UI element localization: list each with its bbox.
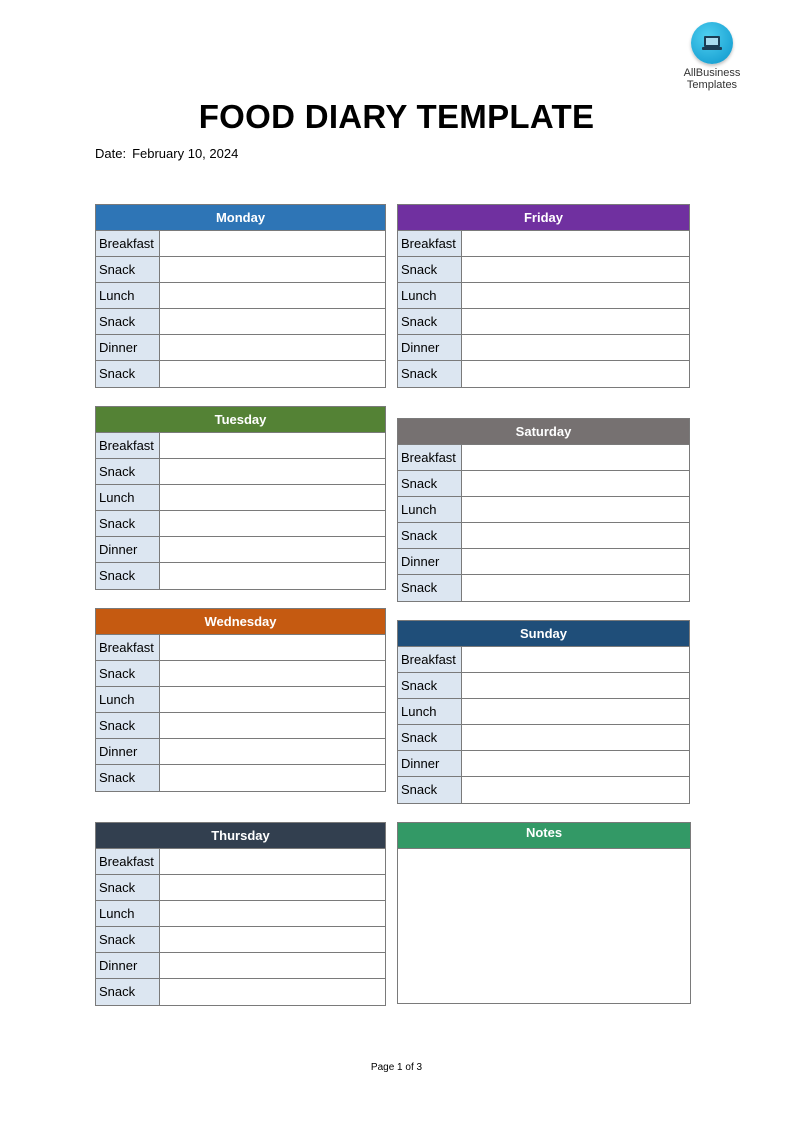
meal-entry-cell[interactable] xyxy=(462,725,689,750)
laptop-icon xyxy=(691,22,733,64)
meal-entry-cell[interactable] xyxy=(160,283,385,308)
meal-entry-cell[interactable] xyxy=(160,511,385,536)
meal-entry-cell[interactable] xyxy=(462,445,689,470)
meal-entry-cell[interactable] xyxy=(462,497,689,522)
meal-row xyxy=(96,459,385,485)
meal-label: Snack xyxy=(96,563,160,589)
meal-row xyxy=(398,777,689,803)
meal-entry-cell[interactable] xyxy=(160,485,385,510)
meal-label: Dinner xyxy=(96,739,160,764)
meal-row xyxy=(96,635,385,661)
meal-entry-cell[interactable] xyxy=(462,647,689,672)
day-header: Tuesday xyxy=(96,407,385,433)
day-header: Friday xyxy=(398,205,689,231)
meal-row xyxy=(96,661,385,687)
meal-label: Snack xyxy=(398,361,462,387)
meal-label: Dinner xyxy=(96,953,160,978)
meal-label: Snack xyxy=(96,511,160,536)
meal-entry-cell[interactable] xyxy=(160,433,385,458)
meal-row xyxy=(96,433,385,459)
meal-label: Snack xyxy=(398,777,462,803)
meal-entry-cell[interactable] xyxy=(160,661,385,686)
meal-label: Snack xyxy=(96,361,160,387)
meal-row xyxy=(96,563,385,589)
day-table-friday xyxy=(397,204,690,388)
meal-label: Lunch xyxy=(398,699,462,724)
company-logo xyxy=(672,22,752,91)
meal-row xyxy=(398,523,689,549)
meal-label: Dinner xyxy=(96,335,160,360)
meal-row xyxy=(96,335,385,361)
day-table-tuesday xyxy=(95,406,386,590)
meal-label: Lunch xyxy=(398,497,462,522)
meal-label: Dinner xyxy=(398,549,462,574)
meal-row xyxy=(96,765,385,791)
meal-row xyxy=(398,309,689,335)
meal-entry-cell[interactable] xyxy=(462,309,689,334)
meal-entry-cell[interactable] xyxy=(160,635,385,660)
meal-entry-cell[interactable] xyxy=(160,687,385,712)
meal-entry-cell[interactable] xyxy=(160,849,385,874)
meal-label: Snack xyxy=(398,257,462,282)
meal-row xyxy=(398,575,689,601)
meal-row xyxy=(96,849,385,875)
meal-row xyxy=(398,471,689,497)
meal-label: Dinner xyxy=(96,537,160,562)
meal-entry-cell[interactable] xyxy=(462,777,689,803)
meal-label: Lunch xyxy=(398,283,462,308)
meal-entry-cell[interactable] xyxy=(462,361,689,387)
meal-entry-cell[interactable] xyxy=(462,335,689,360)
meal-label: Breakfast xyxy=(398,231,462,256)
meal-entry-cell[interactable] xyxy=(462,549,689,574)
meal-label: Snack xyxy=(398,673,462,698)
meal-entry-cell[interactable] xyxy=(160,231,385,256)
notes-area[interactable] xyxy=(398,849,690,1004)
meal-label: Snack xyxy=(96,309,160,334)
day-table-wednesday xyxy=(95,608,386,792)
meal-entry-cell[interactable] xyxy=(462,471,689,496)
meal-label: Breakfast xyxy=(96,231,160,256)
meal-label: Breakfast xyxy=(96,849,160,874)
meal-row xyxy=(398,361,689,387)
meal-entry-cell[interactable] xyxy=(160,459,385,484)
meal-entry-cell[interactable] xyxy=(160,309,385,334)
notes-header: Notes xyxy=(398,823,690,849)
meal-label: Lunch xyxy=(96,901,160,926)
meal-row xyxy=(398,335,689,361)
meal-label: Snack xyxy=(96,459,160,484)
meal-row xyxy=(398,725,689,751)
logo-line-2: Templates xyxy=(686,79,738,91)
meal-entry-cell[interactable] xyxy=(160,335,385,360)
meal-label: Snack xyxy=(398,575,462,601)
logo-line-1: AllBusiness xyxy=(683,67,741,79)
meal-row xyxy=(96,231,385,257)
meal-label: Snack xyxy=(96,765,160,791)
meal-entry-cell[interactable] xyxy=(462,523,689,548)
meal-entry-cell[interactable] xyxy=(462,699,689,724)
meal-row xyxy=(398,231,689,257)
meal-label: Snack xyxy=(398,725,462,750)
meal-label: Snack xyxy=(96,875,160,900)
meal-label: Snack xyxy=(96,927,160,952)
day-table-monday xyxy=(95,204,386,388)
day-header: Monday xyxy=(96,205,385,231)
meal-row xyxy=(96,283,385,309)
meal-entry-cell[interactable] xyxy=(462,231,689,256)
meal-label: Snack xyxy=(398,309,462,334)
meal-entry-cell[interactable] xyxy=(160,901,385,926)
meal-label: Breakfast xyxy=(398,647,462,672)
meal-row xyxy=(96,875,385,901)
meal-row xyxy=(398,549,689,575)
meal-entry-cell[interactable] xyxy=(160,979,385,1005)
meal-row xyxy=(96,927,385,953)
meal-entry-cell[interactable] xyxy=(160,739,385,764)
meal-row xyxy=(96,511,385,537)
day-header: Sunday xyxy=(398,621,689,647)
meal-entry-cell[interactable] xyxy=(462,283,689,308)
meal-entry-cell[interactable] xyxy=(462,751,689,776)
meal-row xyxy=(96,485,385,511)
meal-label: Snack xyxy=(398,471,462,496)
meal-entry-cell[interactable] xyxy=(160,927,385,952)
meal-label: Snack xyxy=(96,661,160,686)
meal-row xyxy=(96,361,385,387)
meal-label: Snack xyxy=(96,713,160,738)
logo-text xyxy=(672,67,752,91)
day-table-thursday xyxy=(95,822,386,1006)
day-header: Saturday xyxy=(398,419,689,445)
meal-row xyxy=(398,699,689,725)
meal-entry-cell[interactable] xyxy=(160,257,385,282)
meal-label: Breakfast xyxy=(96,433,160,458)
meal-row xyxy=(398,283,689,309)
meal-label: Lunch xyxy=(96,485,160,510)
page-number: Page 1 of 3 xyxy=(370,1062,423,1073)
day-table-saturday xyxy=(397,418,690,602)
meal-row xyxy=(96,953,385,979)
day-table-sunday xyxy=(397,620,690,804)
meal-row xyxy=(96,979,385,1005)
day-header: Wednesday xyxy=(96,609,385,635)
meal-row xyxy=(398,751,689,777)
meal-label: Dinner xyxy=(398,335,462,360)
meal-row xyxy=(96,257,385,283)
meal-entry-cell[interactable] xyxy=(462,575,689,601)
meal-row xyxy=(96,537,385,563)
meal-row xyxy=(96,687,385,713)
meal-entry-cell[interactable] xyxy=(160,953,385,978)
meal-label: Lunch xyxy=(96,687,160,712)
meal-row xyxy=(96,739,385,765)
meal-entry-cell[interactable] xyxy=(160,875,385,900)
meal-row xyxy=(96,309,385,335)
meal-entry-cell[interactable] xyxy=(160,563,385,589)
meal-label: Breakfast xyxy=(96,635,160,660)
meal-entry-cell[interactable] xyxy=(462,257,689,282)
meal-label: Snack xyxy=(398,523,462,548)
meal-label: Breakfast xyxy=(398,445,462,470)
meal-row xyxy=(398,257,689,283)
date-value[interactable]: February 10, 2024 xyxy=(132,146,239,161)
page-title: FOOD DIARY TEMPLATE xyxy=(198,98,595,135)
meal-entry-cell[interactable] xyxy=(160,765,385,791)
meal-row xyxy=(398,497,689,523)
meal-entry-cell[interactable] xyxy=(160,537,385,562)
meal-row xyxy=(398,673,689,699)
meal-entry-cell[interactable] xyxy=(160,713,385,738)
meal-row xyxy=(398,647,689,673)
meal-row xyxy=(398,445,689,471)
meal-label: Dinner xyxy=(398,751,462,776)
meal-entry-cell[interactable] xyxy=(160,361,385,387)
notes-box xyxy=(397,822,691,1004)
date-line xyxy=(95,146,238,161)
meal-row xyxy=(96,901,385,927)
date-label: Date: xyxy=(95,146,127,161)
meal-entry-cell[interactable] xyxy=(462,673,689,698)
meal-label: Snack xyxy=(96,257,160,282)
meal-label: Snack xyxy=(96,979,160,1005)
meal-label: Lunch xyxy=(96,283,160,308)
day-header: Thursday xyxy=(96,823,385,849)
meal-row xyxy=(96,713,385,739)
